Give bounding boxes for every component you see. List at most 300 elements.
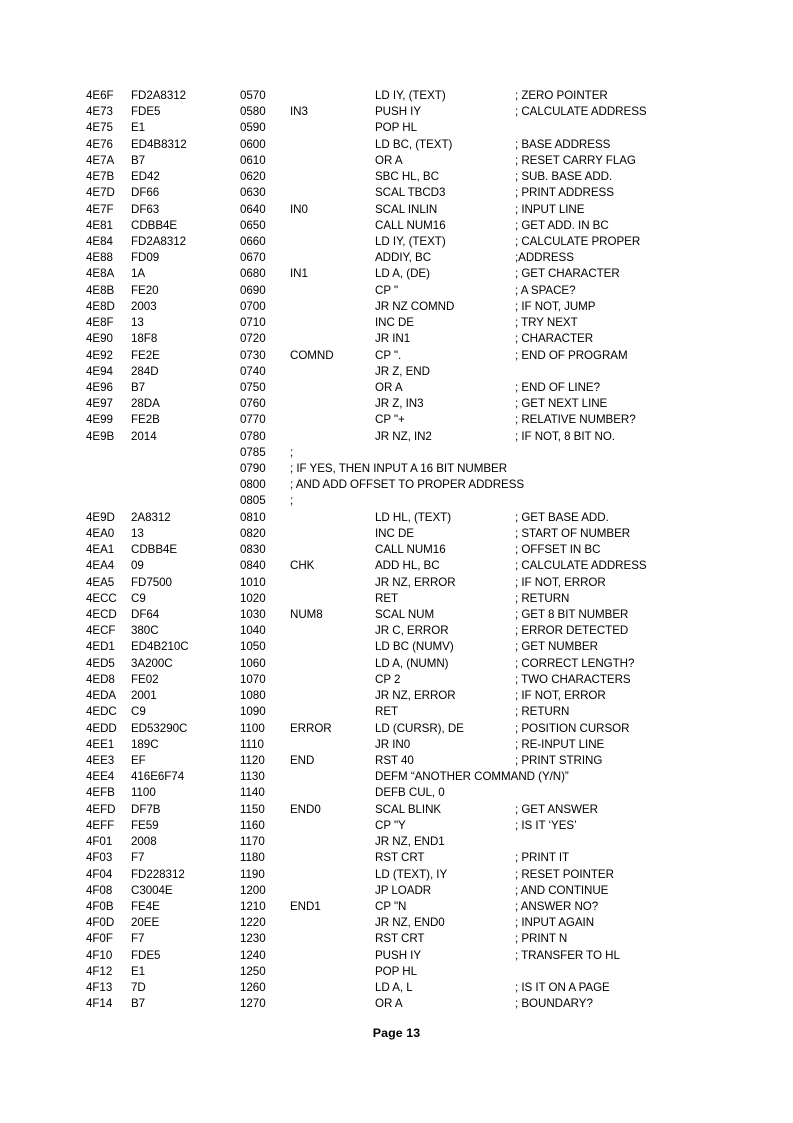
machine-code-hex: FD2A8312 xyxy=(131,234,187,248)
machine-code-hex: 2014 xyxy=(131,429,157,443)
line-number: 0830 xyxy=(240,543,266,557)
instruction: JR Z, IN3 xyxy=(375,397,424,411)
listing-line xyxy=(86,169,726,185)
listing-line xyxy=(86,753,726,769)
line-number: 0630 xyxy=(240,186,266,200)
memory-address: 4EFD xyxy=(86,802,116,816)
memory-address: 4F08 xyxy=(86,883,113,897)
line-number: 1110 xyxy=(240,737,264,751)
memory-address: 4ECF xyxy=(86,624,116,638)
instruction: LD (TEXT), IY xyxy=(375,867,448,881)
source-comment: ;ADDRESS xyxy=(515,251,574,265)
listing-line xyxy=(86,137,726,153)
instruction: JR NZ, ERROR xyxy=(375,689,456,703)
memory-address: 4E8F xyxy=(86,316,114,330)
instruction: JR NZ, IN2 xyxy=(375,429,432,443)
source-comment: ; RE-INPUT LINE xyxy=(515,737,605,751)
memory-address: 4E7D xyxy=(86,186,115,200)
memory-address: 4F10 xyxy=(86,948,113,962)
source-comment: ; RESET POINTER xyxy=(515,867,614,881)
comment-line: ; xyxy=(290,445,294,459)
machine-code-hex: FDE5 xyxy=(131,105,161,119)
source-comment: ; BASE ADDRESS xyxy=(515,137,611,151)
machine-code-hex: B7 xyxy=(131,380,146,394)
symbol-label: ERROR xyxy=(290,721,332,735)
line-number: 0600 xyxy=(240,137,266,151)
listing-line xyxy=(86,948,726,964)
line-number: 0660 xyxy=(240,234,266,248)
source-comment: ; GET NEXT LINE xyxy=(515,397,608,411)
source-comment: ; RETURN xyxy=(515,591,570,605)
source-comment: ; INPUT LINE xyxy=(515,202,585,216)
memory-address: 4E88 xyxy=(86,251,113,265)
line-number: 1100 xyxy=(240,721,265,735)
instruction: CP "+ xyxy=(375,413,405,427)
line-number: 1030 xyxy=(240,608,266,621)
instruction: ADDIY, BC xyxy=(375,251,432,265)
source-comment: ; GET 8 BIT NUMBER xyxy=(515,608,629,621)
memory-address: 4E81 xyxy=(86,218,113,232)
page-footer: Page 13 xyxy=(372,1026,421,1040)
source-comment: ; RESET CARRY FLAG xyxy=(515,153,636,167)
listing-line xyxy=(86,964,726,980)
symbol-label: END0 xyxy=(290,802,321,816)
instruction: SCAL TBCD3 xyxy=(375,186,446,200)
line-number: 0620 xyxy=(240,170,266,184)
listing-line xyxy=(86,656,726,672)
machine-code-hex: DF7B xyxy=(131,802,161,816)
machine-code-hex: FE2B xyxy=(131,413,160,427)
line-number: 1070 xyxy=(240,672,266,686)
line-number: 0680 xyxy=(240,267,266,281)
line-number: 0800 xyxy=(240,478,266,492)
machine-code-hex: E1 xyxy=(131,964,146,978)
source-comment: ; IF NOT, 8 BIT NO. xyxy=(515,429,615,443)
instruction: CP ". xyxy=(375,348,402,362)
line-number: 1250 xyxy=(240,964,266,978)
listing-line xyxy=(86,412,726,428)
listing-line xyxy=(86,526,726,542)
source-comment: ; IF NOT, ERROR xyxy=(515,689,606,703)
source-comment: ; END OF LINE? xyxy=(515,380,600,394)
memory-address: 4E99 xyxy=(86,413,113,427)
symbol-label: COMND xyxy=(290,348,334,362)
instruction: RST CRT xyxy=(375,851,425,865)
source-comment: ; START OF NUMBER xyxy=(515,526,631,540)
symbol-label: IN1 xyxy=(290,267,308,281)
symbol-label: CHK xyxy=(290,559,315,573)
listing-line xyxy=(86,104,726,120)
source-comment: ; RETURN xyxy=(515,705,570,719)
memory-address: 4E8B xyxy=(86,283,115,297)
listing-line xyxy=(86,380,726,396)
memory-address: 4E96 xyxy=(86,380,113,394)
instruction: OR A xyxy=(375,153,403,167)
machine-code-hex: 28DA xyxy=(131,397,160,411)
listing-line xyxy=(86,315,726,331)
machine-code-hex: F7 xyxy=(131,932,145,946)
instruction: RST 40 xyxy=(375,753,414,767)
source-comment: ; PRINT IT xyxy=(515,851,570,865)
listing-line xyxy=(86,396,726,412)
listing-line xyxy=(86,510,726,526)
source-comment: ; PRINT ADDRESS xyxy=(515,186,614,200)
symbol-label: END xyxy=(290,753,315,767)
machine-code-hex: CDBB4E xyxy=(131,218,178,232)
line-number: 1140 xyxy=(240,786,265,800)
machine-code-hex: DF63 xyxy=(131,202,160,216)
machine-code-hex: FE2E xyxy=(131,348,160,362)
instruction: JR NZ, END0 xyxy=(375,916,445,930)
listing-line xyxy=(86,575,726,591)
line-number: 0810 xyxy=(240,510,266,524)
listing-line xyxy=(86,591,726,607)
listing-line xyxy=(86,672,726,688)
line-number: 1080 xyxy=(240,689,266,703)
listing-line xyxy=(86,218,726,234)
comment-line: ; xyxy=(290,494,294,508)
machine-code-hex: C9 xyxy=(131,705,146,719)
listing-line xyxy=(86,883,726,899)
machine-code-hex: DF64 xyxy=(131,608,160,621)
machine-code-hex: 380C xyxy=(131,624,159,638)
instruction: JP LOADR xyxy=(375,883,432,897)
machine-code-hex: CDBB4E xyxy=(131,543,178,557)
memory-address: 4EA0 xyxy=(86,526,115,540)
line-number: 0710 xyxy=(240,316,266,330)
memory-address: 4EE3 xyxy=(86,753,115,767)
machine-code-hex: 3A200C xyxy=(131,656,173,670)
line-number: 0590 xyxy=(240,121,266,135)
machine-code-hex: 2001 xyxy=(131,689,157,703)
memory-address: 4ECD xyxy=(86,608,117,621)
source-comment: ; TRANSFER TO HL xyxy=(515,948,620,962)
machine-code-hex: 2008 xyxy=(131,835,157,849)
memory-address: 4E6F xyxy=(86,89,114,102)
machine-code-hex: FD7500 xyxy=(131,575,172,589)
source-comment: ; GET NUMBER xyxy=(515,640,598,654)
line-number: 1010 xyxy=(240,575,266,589)
source-comment: ; CHARACTER xyxy=(515,332,594,346)
listing-line xyxy=(86,234,726,250)
listing-line xyxy=(86,721,726,737)
line-number: 1240 xyxy=(240,948,266,962)
source-comment: ; PRINT N xyxy=(515,932,568,946)
line-number: 0740 xyxy=(240,364,266,378)
listing-line xyxy=(86,120,726,136)
source-comment: ; AND CONTINUE xyxy=(515,883,609,897)
listing-line xyxy=(86,996,726,1012)
source-comment: ; ERROR DETECTED xyxy=(515,624,629,638)
listing-line xyxy=(86,493,726,509)
line-number: 0720 xyxy=(240,332,266,346)
memory-address: 4E75 xyxy=(86,121,113,135)
listing-line xyxy=(86,737,726,753)
instruction: LD IY, (TEXT) xyxy=(375,89,446,102)
instruction: LD HL, (TEXT) xyxy=(375,510,452,524)
instruction: OR A xyxy=(375,380,403,394)
machine-code-hex: 2A8312 xyxy=(131,510,171,524)
instruction: RST CRT xyxy=(375,932,425,946)
listing-line xyxy=(86,88,726,104)
instruction: RET xyxy=(375,705,399,719)
instruction: OR A xyxy=(375,997,403,1011)
listing-line xyxy=(86,769,726,785)
line-number: 0790 xyxy=(240,462,266,476)
comment-line: ; IF YES, THEN INPUT A 16 BIT NUMBER xyxy=(290,462,508,476)
memory-address: 4E84 xyxy=(86,234,113,248)
line-number: 1120 xyxy=(240,753,265,767)
line-number: 1220 xyxy=(240,916,266,930)
line-number: 1230 xyxy=(240,932,266,946)
source-comment: ; CORRECT LENGTH? xyxy=(515,656,635,670)
instruction: POP HL xyxy=(375,964,418,978)
source-comment: ; ZERO POINTER xyxy=(515,89,608,102)
machine-code-hex: FDE5 xyxy=(131,948,161,962)
listing-line xyxy=(86,283,726,299)
memory-address: 4EA4 xyxy=(86,559,115,573)
memory-address: 4EE1 xyxy=(86,737,115,751)
source-comment: ; CALCULATE ADDRESS xyxy=(515,105,647,119)
memory-address: 4E76 xyxy=(86,137,113,151)
line-number: 1020 xyxy=(240,591,266,605)
memory-address: 4ED1 xyxy=(86,640,115,654)
listing-line xyxy=(86,931,726,947)
line-number: 0785 xyxy=(240,445,266,459)
instruction: INC DE xyxy=(375,316,414,330)
source-comment: ; GET CHARACTER xyxy=(515,267,620,281)
instruction: CP " xyxy=(375,283,399,297)
machine-code-hex: EF xyxy=(131,753,146,767)
machine-code-hex: 13 xyxy=(131,316,144,330)
line-number: 1130 xyxy=(240,770,265,784)
line-number: 0580 xyxy=(240,105,266,119)
memory-address: 4E97 xyxy=(86,397,113,411)
instruction: LD IY, (TEXT) xyxy=(375,234,446,248)
memory-address: 4EA1 xyxy=(86,543,115,557)
line-number: 1200 xyxy=(240,883,266,897)
instruction: ADD HL, BC xyxy=(375,559,440,573)
listing-line xyxy=(86,834,726,850)
line-number: 0670 xyxy=(240,251,266,265)
memory-address: 4EDD xyxy=(86,721,117,735)
memory-address: 4E90 xyxy=(86,332,113,346)
memory-address: 4F14 xyxy=(86,997,113,1011)
instruction: SBC HL, BC xyxy=(375,170,439,184)
memory-address: 4EE4 xyxy=(86,770,115,784)
listing-line xyxy=(86,980,726,996)
machine-code-hex: FE02 xyxy=(131,672,159,686)
line-number: 0730 xyxy=(240,348,266,362)
memory-address: 4EDC xyxy=(86,705,117,719)
memory-address: 4E7A xyxy=(86,153,115,167)
source-comment: ; PRINT STRING xyxy=(515,753,603,767)
line-number: 0760 xyxy=(240,397,266,411)
machine-code-hex: 20EE xyxy=(131,916,160,930)
memory-address: 4ED5 xyxy=(86,656,115,670)
memory-address: 4F0F xyxy=(86,932,113,946)
instruction: JR IN0 xyxy=(375,737,411,751)
machine-code-hex: 1100 xyxy=(131,786,156,800)
listing-line xyxy=(86,153,726,169)
machine-code-hex: ED4B8312 xyxy=(131,137,187,151)
listing-line xyxy=(86,299,726,315)
line-number: 1270 xyxy=(240,997,266,1011)
instruction: CALL NUM16 xyxy=(375,218,446,232)
line-number: 0805 xyxy=(240,494,266,508)
listing-line xyxy=(86,850,726,866)
source-comment: ; GET ANSWER xyxy=(515,802,598,816)
source-comment: ; GET BASE ADD. xyxy=(515,510,609,524)
machine-code-hex: ED42 xyxy=(131,170,160,184)
listing-line xyxy=(86,477,726,493)
machine-code-hex: 18F8 xyxy=(131,332,158,346)
instruction: PUSH IY xyxy=(375,948,422,962)
machine-code-hex: FD228312 xyxy=(131,867,185,881)
machine-code-hex: ED4B210C xyxy=(131,640,189,654)
instruction: RET xyxy=(375,591,399,605)
listing-line xyxy=(86,445,726,461)
instruction: LD BC (NUMV) xyxy=(375,640,454,654)
memory-address: 4E73 xyxy=(86,105,113,119)
symbol-label: IN3 xyxy=(290,105,308,119)
source-comment: ; INPUT AGAIN xyxy=(515,916,595,930)
symbol-label: IN0 xyxy=(290,202,308,216)
assembly-listing xyxy=(86,88,726,1012)
machine-code-hex: 284D xyxy=(131,364,159,378)
memory-address: 4F0D xyxy=(86,916,115,930)
listing-line xyxy=(86,202,726,218)
instruction: JR IN1 xyxy=(375,332,411,346)
memory-address: 4E7B xyxy=(86,170,115,184)
listing-line xyxy=(86,688,726,704)
source-comment: ; IF NOT, ERROR xyxy=(515,575,606,589)
memory-address: 4EFF xyxy=(86,818,115,832)
instruction: JR Z, END xyxy=(375,364,430,378)
listing-line xyxy=(86,250,726,266)
memory-address: 4EFB xyxy=(86,786,115,800)
memory-address: 4ED8 xyxy=(86,672,115,686)
machine-code-hex: FD2A8312 xyxy=(131,89,187,102)
instruction: JR C, ERROR xyxy=(375,624,449,638)
memory-address: 4F12 xyxy=(86,964,113,978)
line-number: 0820 xyxy=(240,526,266,540)
machine-code-hex: DF66 xyxy=(131,186,160,200)
listing-line xyxy=(86,785,726,801)
memory-address: 4E8D xyxy=(86,299,115,313)
instruction: DEFB CUL, 0 xyxy=(375,786,445,800)
instruction: LD A, (NUMN) xyxy=(375,656,449,670)
line-number: 0610 xyxy=(240,153,266,167)
instruction: DEFM “ANOTHER COMMAND (Y/N)” xyxy=(375,770,569,784)
line-number: 0640 xyxy=(240,202,266,216)
line-number: 0570 xyxy=(240,89,266,102)
line-number: 1260 xyxy=(240,981,266,995)
source-comment: ; A SPACE? xyxy=(515,283,576,297)
listing-line xyxy=(86,899,726,915)
source-comment: ; CALCULATE PROPER xyxy=(515,234,641,248)
line-number: 1150 xyxy=(240,802,265,816)
listing-line xyxy=(86,348,726,364)
line-number: 1050 xyxy=(240,640,266,654)
line-number: 0840 xyxy=(240,559,266,573)
listing-line xyxy=(86,429,726,445)
line-number: 0780 xyxy=(240,429,266,443)
machine-code-hex: 09 xyxy=(131,559,144,573)
line-number: 1190 xyxy=(240,867,265,881)
line-number: 0770 xyxy=(240,413,266,427)
instruction: CALL NUM16 xyxy=(375,543,446,557)
memory-address: 4F01 xyxy=(86,835,113,849)
source-comment: ; IS IT ON A PAGE xyxy=(515,981,610,995)
machine-code-hex: C3004E xyxy=(131,883,173,897)
listing-line xyxy=(86,623,726,639)
memory-address: 4F03 xyxy=(86,851,113,865)
machine-code-hex: ED53290C xyxy=(131,721,188,735)
instruction: SCAL BLINK xyxy=(375,802,442,816)
line-number: 0690 xyxy=(240,283,266,297)
source-comment: ; CALCULATE ADDRESS xyxy=(515,559,647,573)
instruction: LD A, (DE) xyxy=(375,267,430,281)
listing-line xyxy=(86,867,726,883)
instruction: CP "N xyxy=(375,899,407,913)
memory-address: 4E92 xyxy=(86,348,113,362)
source-comment: ; IS IT ‘YES’ xyxy=(515,818,577,832)
instruction: LD A, L xyxy=(375,981,413,995)
listing-line xyxy=(86,364,726,380)
source-comment: ; ANSWER NO? xyxy=(515,899,599,913)
instruction: LD BC, (TEXT) xyxy=(375,137,453,151)
source-comment: ; OFFSET IN BC xyxy=(515,543,601,557)
comment-line: ; AND ADD OFFSET TO PROPER ADDRESS xyxy=(290,478,525,492)
source-comment: ; GET ADD. IN BC xyxy=(515,218,609,232)
machine-code-hex: C9 xyxy=(131,591,146,605)
memory-address: 4EDA xyxy=(86,689,117,703)
memory-address: 4E9B xyxy=(86,429,115,443)
listing-line xyxy=(86,607,726,623)
machine-code-hex: 2003 xyxy=(131,299,157,313)
listing-line xyxy=(86,542,726,558)
instruction: CP "Y xyxy=(375,818,406,832)
instruction: POP HL xyxy=(375,121,418,135)
listing-line xyxy=(86,331,726,347)
memory-address: 4EA5 xyxy=(86,575,115,589)
instruction: JR NZ COMND xyxy=(375,299,455,313)
symbol-label: END1 xyxy=(290,899,321,913)
source-comment: ; SUB. BASE ADD. xyxy=(515,170,613,184)
line-number: 1060 xyxy=(240,656,266,670)
instruction: LD (CURSR), DE xyxy=(375,721,464,735)
listing-line xyxy=(86,185,726,201)
memory-address: 4ECC xyxy=(86,591,117,605)
instruction: CP 2 xyxy=(375,672,401,686)
line-number: 0700 xyxy=(240,299,266,313)
machine-code-hex: FE59 xyxy=(131,818,159,832)
machine-code-hex: B7 xyxy=(131,997,146,1011)
listing-line xyxy=(86,558,726,574)
memory-address: 4E9D xyxy=(86,510,115,524)
source-comment: ; END OF PROGRAM xyxy=(515,348,628,362)
memory-address: 4E7F xyxy=(86,202,114,216)
line-number: 1040 xyxy=(240,624,266,638)
line-number: 1160 xyxy=(240,818,265,832)
instruction: INC DE xyxy=(375,526,414,540)
line-number: 0750 xyxy=(240,380,266,394)
machine-code-hex: E1 xyxy=(131,121,146,135)
machine-code-hex: 1A xyxy=(131,267,146,281)
source-comment: ; TRY NEXT xyxy=(515,316,578,330)
source-comment: ; POSITION CURSOR xyxy=(515,721,630,735)
